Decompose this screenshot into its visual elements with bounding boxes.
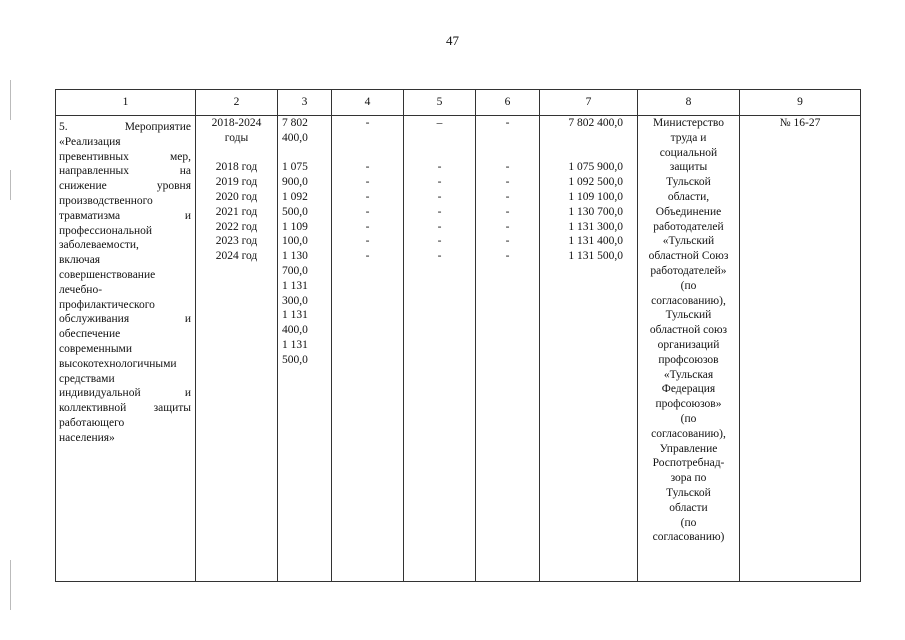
cell-line: 300,0 [282,294,308,307]
line-gap [540,131,637,146]
header-row [56,90,861,116]
cell-line: 500,0 [282,353,308,366]
reference-cell: № 16-27 [740,116,861,582]
cell-line: 500,0 [282,205,308,218]
funding-col4-cell [332,116,404,582]
cell-line: - [505,205,510,218]
cell-line: 700,0 [282,264,308,277]
cell-line: 1 075 [282,161,308,174]
cell-line: зора по [670,472,707,485]
cell-line: - [437,190,442,203]
cell-line: области [669,501,708,514]
column-header: 5 [404,90,476,116]
cell-line: Тульской [666,486,711,499]
cell-line: 1 131 [282,309,308,322]
cell-line: заболеваемости, [59,239,139,252]
column-header: 7 [540,90,638,116]
cell-line: профессиональной [59,224,153,237]
cell-line: средствами [59,372,115,385]
cell-line: - [365,161,370,174]
page-number: 47 [446,33,459,48]
cell-line: 1 131 [282,338,308,351]
cell-line: - [365,220,370,233]
cell-line: - [505,117,510,129]
cell-line: 1 130 700,0 [568,205,623,218]
cell-line: - [437,220,442,233]
cell-line: согласованию) [652,531,725,544]
line-gap [540,146,637,161]
table-row [56,116,861,582]
cell-line: защиты [669,161,708,174]
column-header: 2 [196,90,278,116]
funding-col7-cell [540,116,638,582]
cell-line: 1 130 [282,250,308,263]
responsible-cell [638,116,740,582]
cell-line: труда и [670,131,707,144]
cell-line: 100,0 [282,235,308,248]
total-funding-cell [278,116,332,582]
cell-line: 5. Мероприятие [59,121,191,133]
line-gap [476,146,539,161]
cell-line: «Тульская [663,368,714,381]
cell-line: - [365,205,370,218]
cell-line: Федерация [661,383,716,396]
cell-line: 1 131 400,0 [568,235,623,248]
cell-line: организаций [657,338,720,351]
funding-col6-cell [476,116,540,582]
cell-line: лечебно- [59,283,103,296]
cell-line: 1 092 500,0 [568,176,623,189]
cell-line: коллективной защиты [59,402,191,415]
cell-line: высокотехнологичными [59,357,177,370]
line-gap [332,146,403,161]
cell-line: работающего [59,416,125,429]
line-gap [404,146,475,161]
cell-line: 2024 год [215,250,258,263]
cell-line: - [365,235,370,248]
cell-line: производственного [59,194,153,207]
line-gap [476,131,539,146]
funding-col5-cell [404,116,476,582]
cell-line: - [505,161,510,174]
column-header: 1 [56,90,196,116]
column-header: 3 [278,90,332,116]
cell-line: областной союз [649,324,728,337]
cell-line: «Тульский [662,235,715,248]
cell-line: – [436,117,443,129]
cell-line: областной Союз [648,250,729,263]
cell-line: индивидуальной и [59,387,191,400]
cell-line: согласованию), [651,294,726,307]
cell-line: (по [680,516,697,529]
cell-line: 2018-2024 [211,117,262,129]
cell-line: Тульской [666,176,711,189]
line-gap [332,131,403,146]
cell-line: 2018 год [215,161,258,174]
cell-line: профсоюзов» [655,398,722,411]
cell-line: Роспотребнад- [652,457,725,470]
line-gap [196,146,277,161]
cell-line: области, [667,190,710,203]
cell-line: - [365,190,370,203]
cell-line: 2022 год [215,220,258,233]
cell-line: 2023 год [215,235,258,248]
cell-line: Тульский [665,309,712,322]
cell-line: 7 802 400,0 [568,117,623,129]
cell-line: - [437,161,442,174]
cell-line: согласованию), [651,427,726,440]
cell-line: - [365,117,370,129]
cell-line: 1 109 100,0 [568,190,623,203]
cell-line: - [437,205,442,218]
activity-name-cell [56,116,196,582]
cell-line: - [505,250,510,263]
cell-line: 1 092 [282,190,308,203]
cell-line: совершенствование [59,268,156,281]
cell-line: «Реализация [59,135,121,148]
cell-line: 1 131 [282,279,308,292]
cell-line: 2021 год [215,205,258,218]
cell-line: 2020 год [215,190,258,203]
cell-line: обслуживания и [59,313,191,326]
cell-line: - [437,250,442,263]
cell-line: - [437,176,442,189]
cell-line: травматизма и [59,209,191,222]
cell-line: обеспечение [59,328,121,341]
cell-line: годы [224,131,249,144]
cell-line: - [365,176,370,189]
cell-line: включая [59,254,101,267]
cell-line: Объединение [655,205,722,218]
cell-line: - [505,220,510,233]
cell-line: - [505,235,510,248]
scan-mark [10,80,11,120]
column-header: 9 [740,90,861,116]
cell-line: работодателей» [650,264,727,277]
column-header: 6 [476,90,540,116]
cell-line: профсоюзов [658,353,719,366]
cell-line: 2019 год [215,176,258,189]
cell-line: 1 131 300,0 [568,220,623,233]
column-header: 4 [332,90,404,116]
cell-line: 900,0 [282,176,308,189]
period-cell [196,116,278,582]
cell-line: - [505,190,510,203]
cell-line: 1 075 900,0 [568,161,623,174]
cell-line: превентивных мер, [59,150,191,163]
cell-line: профилактического [59,298,155,311]
cell-line: - [505,176,510,189]
cell-line: социальной [659,146,718,159]
cell-line: (по [680,412,697,425]
cell-line: Управление [659,442,718,455]
cell-line: работодателей [653,220,724,233]
cell-line: снижение уровня [59,180,191,193]
cell-line: - [437,235,442,248]
cell-line: современными [59,342,132,355]
scan-mark [10,560,11,610]
scan-mark [10,170,11,200]
cell-line: - [365,250,370,263]
cell-line: 1 131 500,0 [568,250,623,263]
cell-line: населения» [59,431,115,444]
cell-line: (по [680,279,697,292]
line-gap [404,131,475,146]
cell-line: 7 802 [282,117,308,129]
cell-line: 1 109 [282,220,308,233]
cell-line: 400,0 [282,131,308,144]
cell-line: Министерство [653,117,724,129]
cell-line: направленных на [59,165,191,178]
line-gap [278,146,331,161]
program-table [55,89,861,582]
cell-line: 400,0 [282,324,308,337]
column-header: 8 [638,90,740,116]
